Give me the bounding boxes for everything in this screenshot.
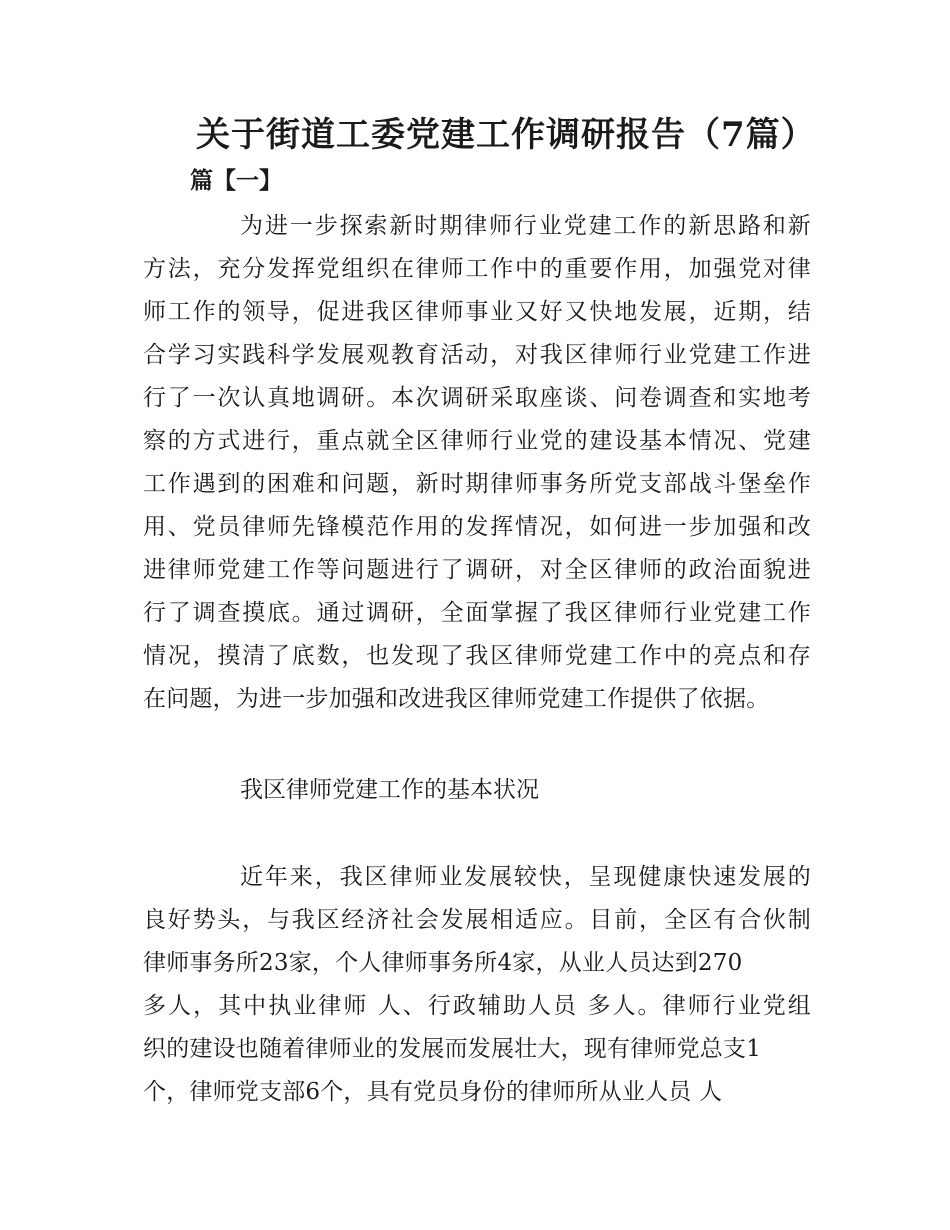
paragraph-line: 情况，摸清了底数，也发现了我区律师党建工作中的亮点和存 — [143, 643, 811, 669]
section-heading: 我区律师党建工作的基本状况 — [240, 777, 539, 803]
paragraph-line: 在问题，为进一步加强和改进我区律师党建工作提供了依据。 — [143, 686, 770, 712]
paragraph-line: 用、党员律师先锋模范作用的发挥情况，如何进一步加强和改 — [143, 514, 811, 540]
document-title: 关于街道工委党建工作调研报告（7篇） — [196, 115, 816, 155]
paragraph-line: 良好势头，与我区经济社会发展相适应。目前，全区有合伙制 — [143, 907, 811, 933]
paragraph-line: 进律师党建工作等问题进行了调研，对全区律师的政治面貌进 — [143, 557, 811, 583]
paragraph-status — [143, 856, 811, 1114]
paragraph-intro — [143, 205, 811, 721]
paragraph-line: 织的建设也随着律师业的发展而发展壮大，现有律师党总支1 — [143, 1036, 762, 1062]
paragraph-line: 个，律师党支部6个，具有党员身份的律师所从业人员 人 — [143, 1079, 723, 1105]
paragraph-line: 行了调查摸底。通过调研，全面掌握了我区律师行业党建工作 — [143, 600, 811, 626]
paragraph-line: 近年来，我区律师业发展较快，呈现健康快速发展的 — [240, 864, 811, 890]
paragraph-line: 方法，充分发挥党组织在律师工作中的重要作用，加强党对律 — [143, 256, 811, 282]
paragraph-line: 为进一步探索新时期律师行业党建工作的新思路和新 — [240, 213, 811, 239]
paragraph-line: 师工作的领导，促进我区律师事业又好又快地发展，近期，结 — [143, 299, 811, 325]
paragraph-line: 合学习实践科学发展观教育活动，对我区律师行业党建工作进 — [143, 342, 811, 368]
paragraph-line: 察的方式进行，重点就全区律师行业党的建设基本情况、党建 — [143, 428, 811, 454]
section-label: 篇【一】 — [190, 167, 282, 194]
paragraph-line: 工作遇到的困难和问题，新时期律师事务所党支部战斗堡垒作 — [143, 471, 811, 497]
paragraph-line: 律师事务所23家，个人律师事务所4家，从业人员达到270 — [143, 950, 743, 976]
paragraph-line: 多人，其中执业律师 人、行政辅助人员 多人。律师行业党组 — [143, 993, 811, 1019]
paragraph-line: 行了一次认真地调研。本次调研采取座谈、问卷调查和实地考 — [143, 385, 811, 411]
